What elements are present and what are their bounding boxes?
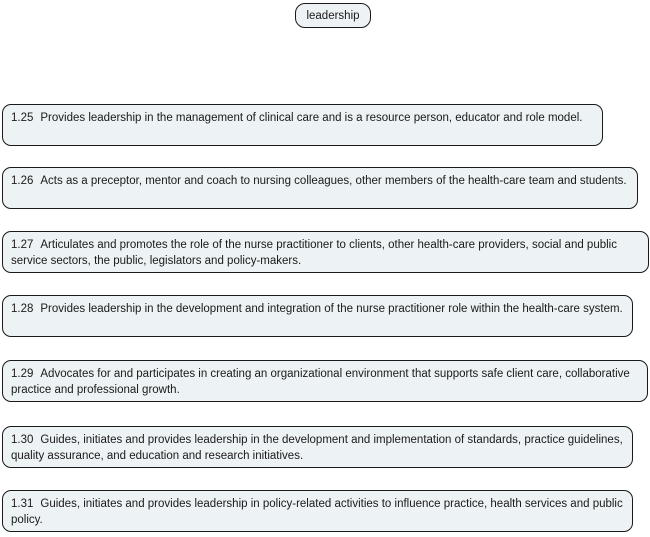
competency-box-1-27 xyxy=(2,231,649,273)
competency-box-1-26 xyxy=(2,167,638,209)
competency-number: 1.27 xyxy=(11,239,34,251)
competency-box-1-30 xyxy=(2,426,633,468)
competency-number: 1.29 xyxy=(11,368,34,380)
competency-text: Guides, initiates and provides leadership in policy-related activities to influence practice, health services and public policy. xyxy=(11,498,623,526)
competency-number: 1.28 xyxy=(11,303,34,315)
leadership-root-label: leadership xyxy=(306,9,360,22)
competency-text: Acts as a preceptor, mentor and coach to nursing colleagues, other members of the health-care team and students. xyxy=(40,175,627,187)
competency-box-1-25 xyxy=(2,104,603,146)
competency-box-1-29 xyxy=(2,360,648,402)
competency-number: 1.31 xyxy=(11,498,34,510)
competency-text: Advocates for and participates in creating an organizational environment that supports safe client care, collaborative practice and professional growth. xyxy=(11,368,630,396)
competency-box-1-31 xyxy=(2,490,633,532)
competency-text: Articulates and promotes the role of the nurse practitioner to clients, other health-care providers, social and public service sectors, the public, legislators and policy-makers. xyxy=(11,239,617,267)
competency-number: 1.30 xyxy=(11,434,34,446)
competency-number: 1.26 xyxy=(11,175,34,187)
competency-text: Guides, initiates and provides leadership in the development and implementation of standards, practice guidelines, quality assurance, and education and research initiatives. xyxy=(11,434,623,462)
competency-text: Provides leadership in the management of clinical care and is a resource person, educator and role model. xyxy=(40,112,583,124)
leadership-root-node xyxy=(295,3,371,28)
competency-box-1-28 xyxy=(2,295,633,337)
competency-number: 1.25 xyxy=(11,112,34,124)
competency-text: Provides leadership in the development and integration of the nurse practitioner role within the health-care system. xyxy=(40,303,623,315)
